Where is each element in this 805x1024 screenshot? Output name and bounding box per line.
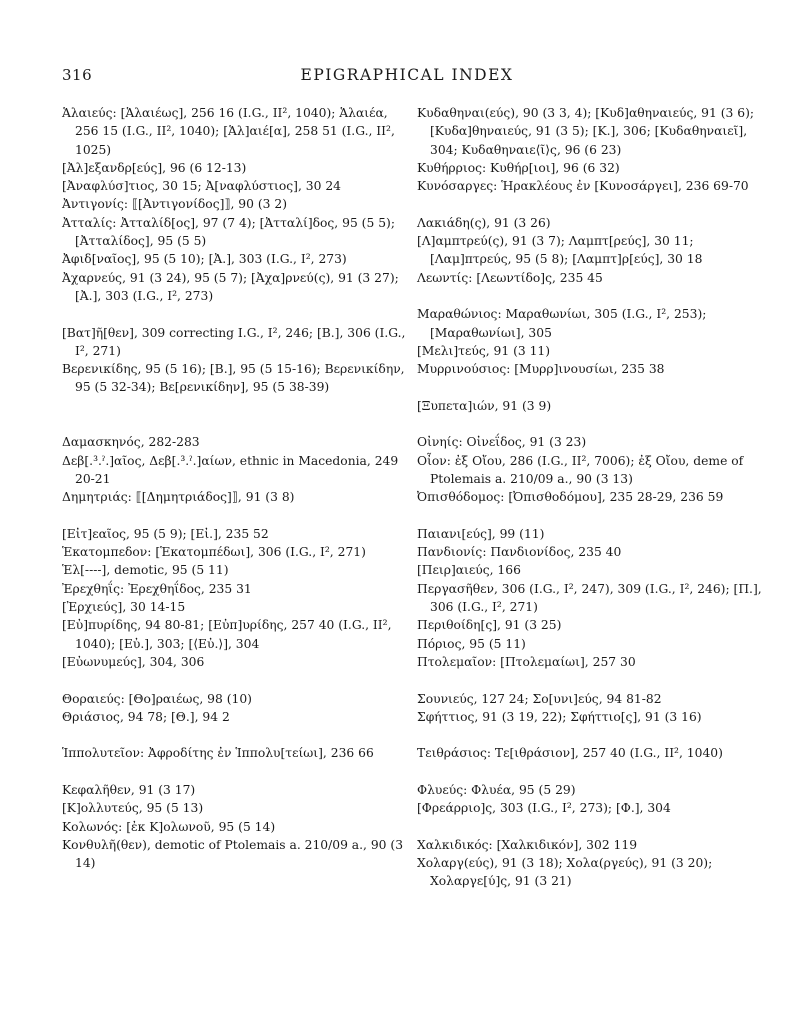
index-entry: Δημητριάς: ⟦[Δημητριάδος]⟧, 91 (3 8) — [62, 490, 295, 505]
index-entry: Οἶον: ἐξ Οἴου, 286 (I.G., II², 7006); ἐξ Οἴου, deme of Ptolemais a. 210/09 a., 90 (3 13) — [417, 453, 744, 486]
left-column — [62, 104, 407, 872]
entry-gap — [417, 671, 762, 689]
entry-gap — [62, 305, 407, 323]
entry-gap — [62, 507, 407, 525]
index-entry: Λακιάδη(ς), 91 (3 26) — [417, 215, 551, 230]
index-entry: Ἀχαρνεύς, 91 (3 24), 95 (5 7); [Ἀχα]ρνεύ(ς), 91 (3 27); [Ἀ.], 303 (I.G., I², 273) — [62, 270, 399, 303]
entry-gap — [62, 763, 407, 781]
index-entry: Πτολεμαῖον: [Πτολεμαίωι], 257 30 — [417, 654, 636, 669]
entry-gap — [62, 397, 407, 434]
index-entry: [Μελι]τεύς, 91 (3 11) — [417, 343, 551, 358]
index-entry: [Ἀλ]εξανδρ[εύς], 96 (6 12-13) — [62, 160, 247, 175]
index-entry: Φλυεύς: Φλυέα, 95 (5 29) — [417, 782, 576, 797]
index-entry: Οἰνηίς: Οἰνεΐδος, 91 (3 23) — [417, 435, 587, 450]
index-entry: [Βατ]ῆ[θεν], 309 correcting I.G., I², 246; [Β.], 306 (I.G., I², 271) — [62, 325, 406, 358]
entry-gap — [417, 287, 762, 305]
entry-gap — [417, 507, 762, 525]
index-entry: Κυθήρριος: Κυθήρ[ιοι], 96 (6 32) — [417, 160, 620, 175]
index-entry: Ὀπισθόδομος: [Ὀπισθοδόμου], 235 28-29, 236 59 — [417, 490, 724, 505]
index-entry: Θοραιεύς: [Θο]ραιέως, 98 (10) — [62, 691, 252, 706]
index-entry: Παιανι[εύς], 99 (11) — [417, 526, 545, 541]
index-entry: Θριάσιος, 94 78; [Θ.], 94 2 — [62, 709, 230, 724]
running-title: EPIGRAPHICAL INDEX — [300, 66, 514, 84]
index-entry: Ἁλαιεύς: [Ἁλαιέως], 256 16 (I.G., II², 1040); Ἁλαιέα, 256 15 (I.G., II², 1040); [Ἁλ]αιέ[α], 258 51 (I.G., II², 1025) — [62, 106, 395, 157]
entry-gap — [417, 726, 762, 744]
index-entry: Χαλκιδικός: [Χαλκιδικόν], 302 119 — [417, 837, 638, 852]
index-entry: Ἑλ[----], demotic, 95 (5 11) — [62, 563, 229, 578]
index-entry: [Πειρ]αιεύς, 166 — [417, 563, 521, 578]
entry-gap — [62, 726, 407, 744]
index-entry: Κονθυλῆ(θεν), demotic of Ptolemais a. 210/09 a., 90 (3 14) — [62, 837, 404, 871]
index-entry: [Ἐρχιεύς], 30 14-15 — [62, 600, 186, 615]
page-header — [62, 66, 752, 88]
entry-gap — [417, 763, 762, 781]
index-entry: Ἑκατομπεδον: [Ἑκατομπέδωι], 306 (I.G., I², 271) — [62, 545, 366, 560]
index-entry: Τειθράσιος: Τε[ιθράσιον], 257 40 (I.G., II², 1040) — [417, 746, 723, 761]
index-entry: [Λ]αμπτρεύ(ς), 91 (3 7); Λαμπτ[ρεύς], 30 11; [Λαμ]πτρεύς, 95 (5 8); [Λαμπτ]ρ[εύς], 30 18 — [417, 234, 703, 267]
index-entry: Λεωντίς: [Λεωντίδο]ς, 235 45 — [417, 270, 603, 285]
index-entry: Κυνόσαργες: Ἡρακλέους ἐν [Κυνοσάργει], 236 69-70 — [417, 179, 749, 194]
index-entry: Σφήττιος, 91 (3 19, 22); Σφήττιο[ς], 91 (3 16) — [417, 709, 702, 724]
index-entry: Ἀντιγονίς: ⟦[Ἀντιγονίδος]⟧, 90 (3 2) — [62, 197, 287, 212]
entry-gap — [417, 195, 762, 213]
index-entry: Πόριος, 95 (5 11) — [417, 636, 526, 651]
entry-gap — [417, 818, 762, 836]
index-entry: Κεφαλῆθεν, 91 (3 17) — [62, 782, 196, 797]
index-entry: [Ἀναφλύσ]τιος, 30 15; Ἀ[ναφλύστιος], 30 24 — [62, 179, 341, 194]
entry-gap — [417, 378, 762, 396]
index-entry: Ἀτταλίς: Ἀτταλίδ[ος], 97 (7 4); [Ἀτταλί]δος, 95 (5 5); [Ἀτταλίδος], 95 (5 5) — [62, 215, 395, 249]
index-entry: [Φρεάρριο]ς, 303 (I.G., I², 273); [Φ.], 304 — [417, 801, 671, 816]
index-entry: Κολωνός: [ἐκ Κ]ολωνοῦ, 95 (5 14) — [62, 819, 276, 834]
index-entry: Σουνιεύς, 127 24; Σο[υνι]εύς, 94 81-82 — [417, 691, 662, 706]
index-entry: Ἱππολυτεῖον: Ἀφροδίτης ἐν Ἱππολυ[τείωι], 236 66 — [62, 746, 374, 761]
index-entry: Μαραθώνιος: Μαραθωνίωι, 305 (I.G., I², 253); [Μαραθωνίωι], 305 — [417, 307, 707, 340]
index-entry: Δεβ[.³.ˀ.]αῖος, Δεβ[.³.ˀ.]αίων, ethnic in Macedonia, 249 20-21 — [62, 453, 399, 486]
index-entry: Βερενικίδης, 95 (5 16); [Β.], 95 (5 15-16); Βερενικίδην, 95 (5 32-34); Βε[ρενικίδην], 95 (5 38-39) — [62, 362, 405, 395]
index-entry: Ἐρεχθηΐς: Ἐρεχθηΐδος, 235 31 — [62, 581, 252, 596]
entry-gap — [62, 671, 407, 689]
index-entry: Ἀφιδ[ναῖος], 95 (5 10); [Ἀ.], 303 (I.G., I², 273) — [62, 252, 347, 267]
index-entry: Δαμασκηνός, 282-283 — [62, 435, 200, 450]
page-number: 316 — [62, 66, 93, 84]
index-entry: Πανδιονίς: Πανδιονίδος, 235 40 — [417, 545, 622, 560]
index-entry: Χολαργ(εύς), 91 (3 18); Χολα(ργεύς), 91 (3 20); Χολαργε[ύ]ς, 91 (3 21) — [417, 856, 713, 889]
index-entry: Περγασῆθεν, 306 (I.G., I², 247), 309 (I.G., I², 246); [Π.], 306 (I.G., I², 271) — [417, 581, 762, 615]
index-entry: Περιθοίδη[ς], 91 (3 25) — [417, 618, 562, 633]
right-column — [417, 104, 762, 891]
index-entry: Μυρρινούσιος: [Μυρρ]ινουσίωι, 235 38 — [417, 362, 665, 377]
index-entry: [Κ]ολλυτεύς, 95 (5 13) — [62, 801, 204, 816]
index-entry: [Ξυπετα]ιών, 91 (3 9) — [417, 398, 552, 413]
index-entry: [Εὐωνυμεύς], 304, 306 — [62, 654, 205, 669]
index-entry: Κυδαθηναι(εύς), 90 (3 3, 4); [Κυδ]αθηναιεύς, 91 (3 6); [Κυδα]θηναιεύς, 91 (3 5); [Κ.], 306; [Κυδαθηναιεῖ], 304; Κυδαθηναιε⟨ῖ⟩ς, 96 (6 23) — [417, 106, 755, 157]
index-entry: [Εὐ]πυρίδης, 94 80-81; [Εὐπ]υρίδης, 257 40 (I.G., II², 1040); [Εὐ.], 303; [⟨Εὐ.⟩], 304 — [62, 618, 392, 651]
entry-gap — [417, 415, 762, 433]
index-entry: [Εἰτ]εαῖος, 95 (5 9); [Εἰ.], 235 52 — [62, 526, 269, 541]
